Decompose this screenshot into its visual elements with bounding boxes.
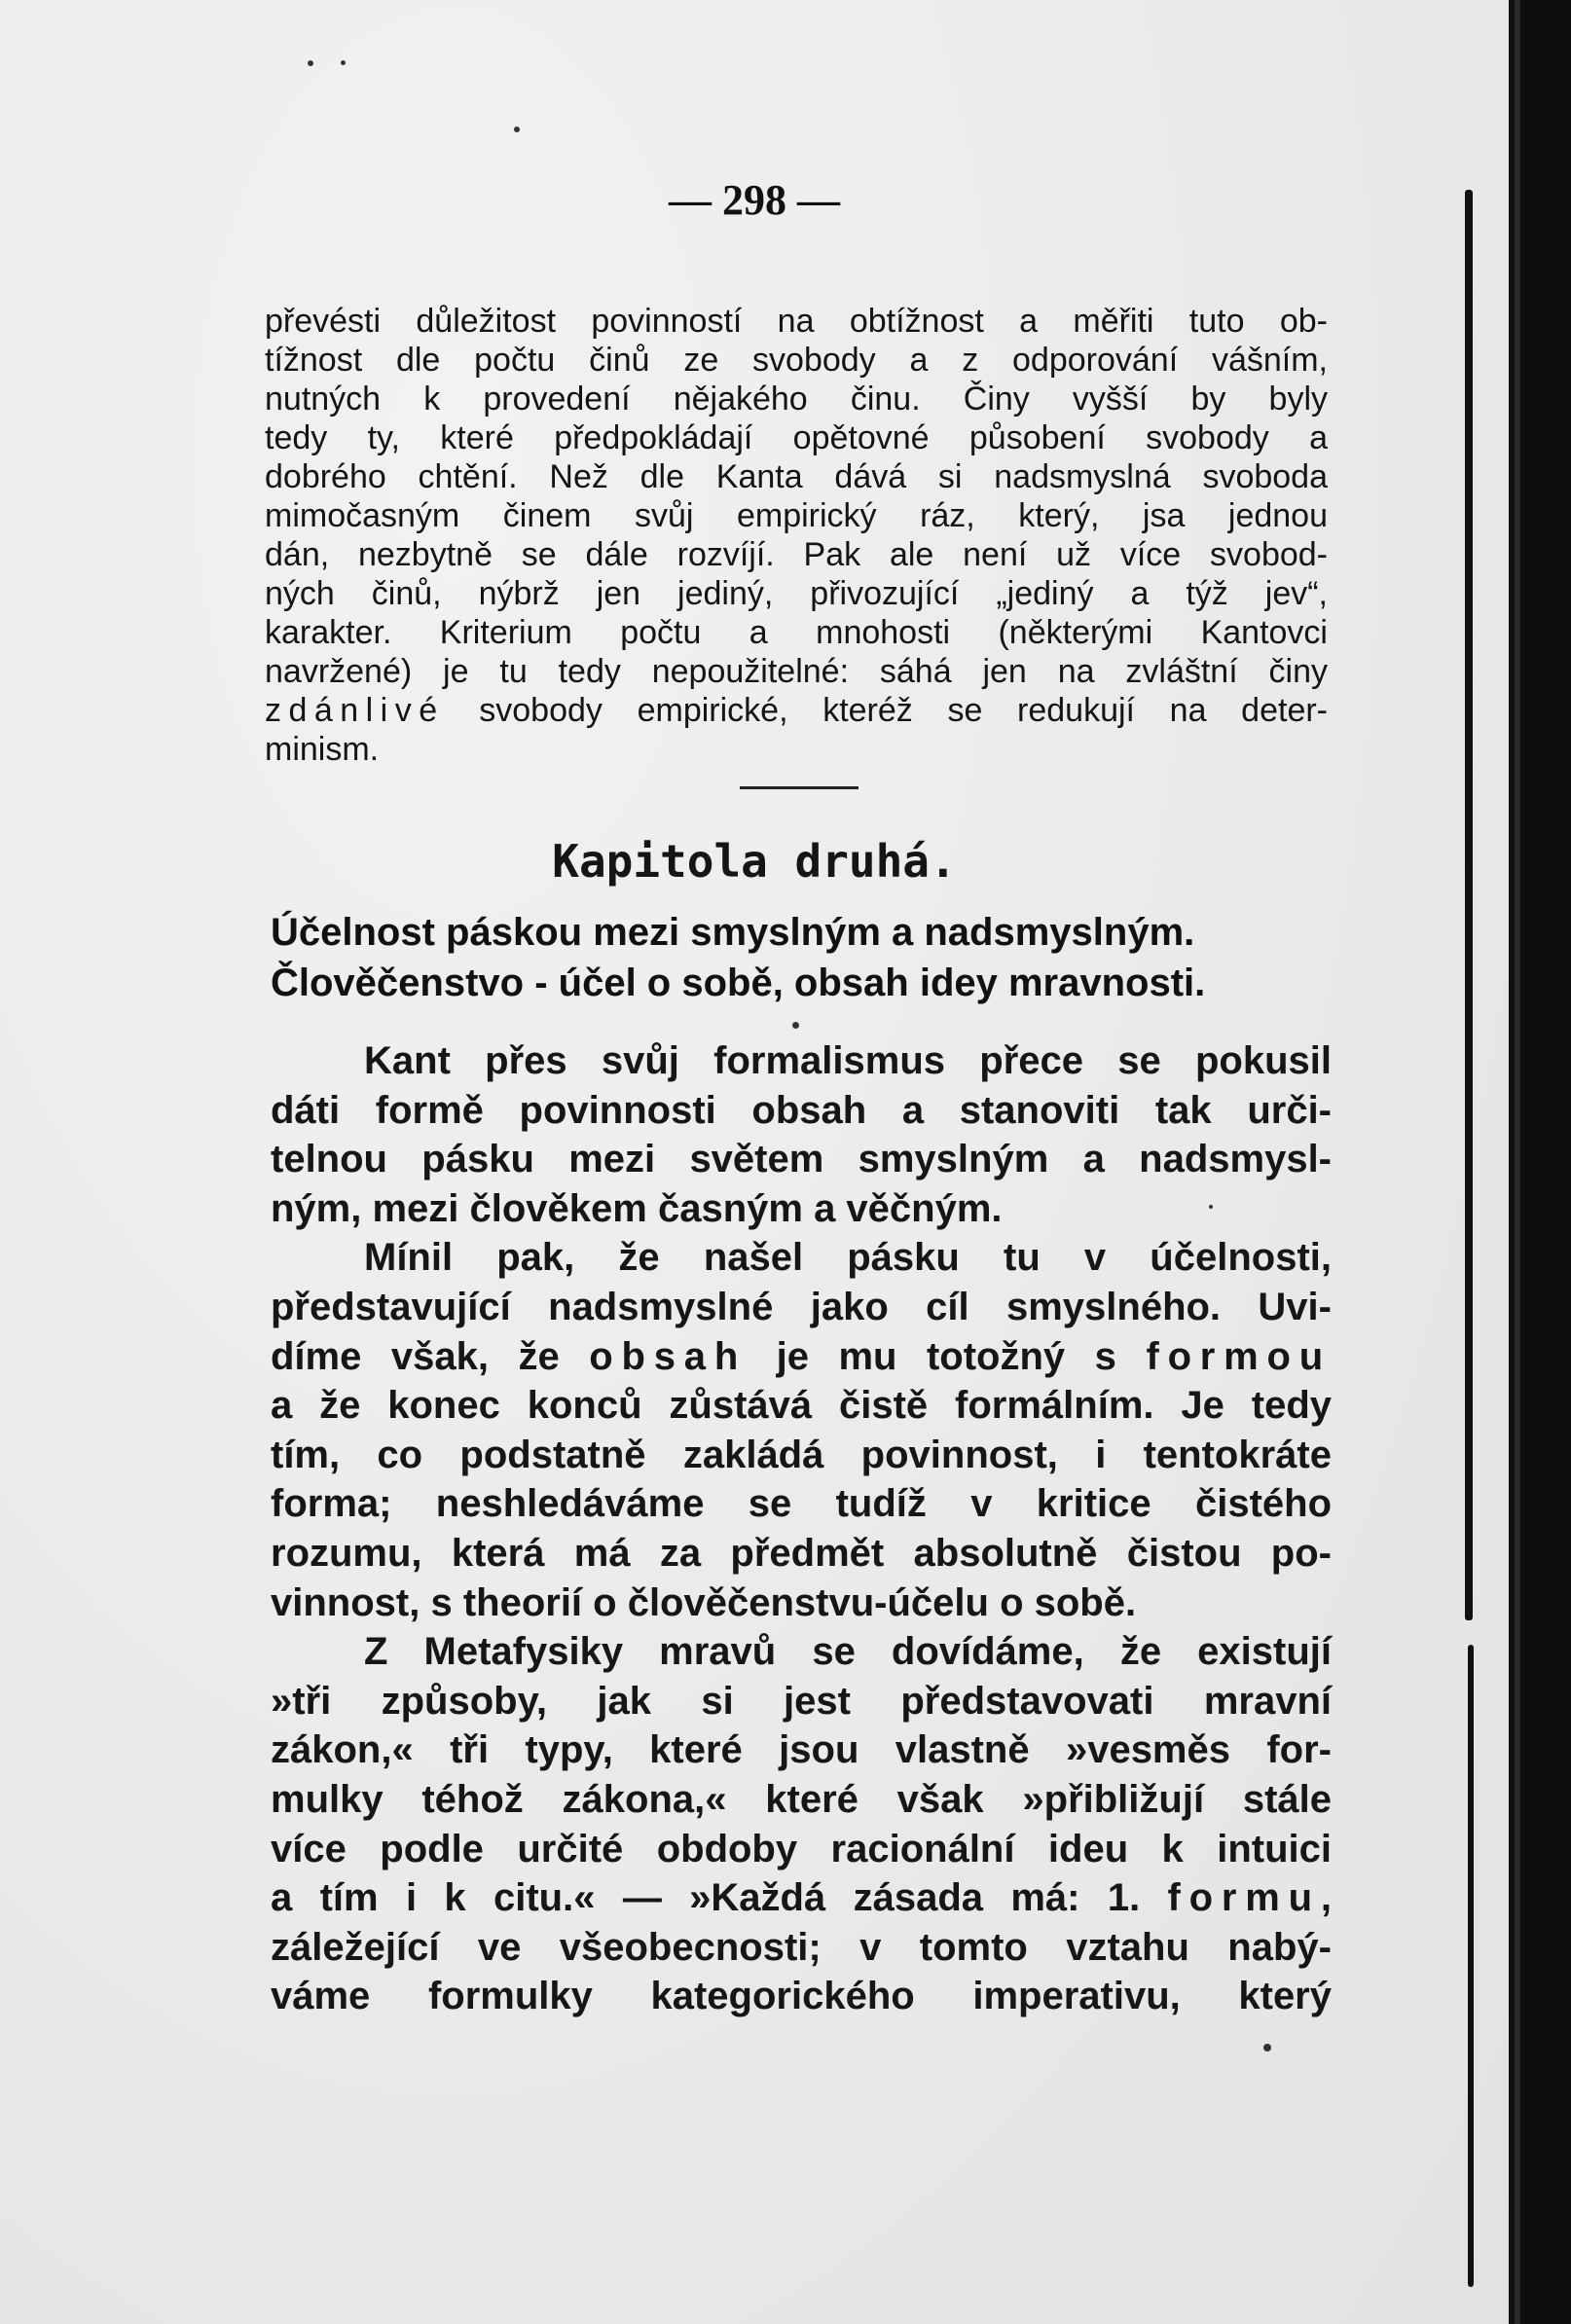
scan-speck: [308, 60, 313, 66]
text-line: váme formulky kategorického imperativu, který: [271, 1975, 1332, 2018]
text-line: dáti formě povinnosti obsah a stanoviti tak urči-: [271, 1088, 1332, 1132]
text-line: »tři způsoby, jak si jest představovati mravní: [271, 1679, 1332, 1723]
chapter-subtitle: Účelnost páskou mezi smyslným a nadsmyslným.: [271, 911, 1195, 954]
scan-speck: [341, 60, 346, 65]
text-line: převésti důležitost povinností na obtížnost a měřiti tuto ob-: [265, 303, 1328, 340]
text-fragment: ,: [1320, 1876, 1332, 1920]
text-line: navržené) je tu tedy nepoužitelné: sáhá jen na zvláštní činy: [265, 653, 1328, 690]
text-line: Kant přes svůj formalismus přece se pokusil: [364, 1039, 1332, 1082]
text-line: více podle určité obdoby racionální ideu k intuici: [271, 1827, 1332, 1870]
spaced-emphasis: formou: [1146, 1334, 1333, 1378]
text-line: tedy ty, které předpokládají opětovné působení svobody a: [265, 419, 1328, 456]
spaced-emphasis: obsah: [589, 1334, 748, 1378]
text-fragment: svobody empirické, kteréž se redukují na deter-: [444, 692, 1328, 729]
text-fragment: díme však, že: [271, 1334, 590, 1378]
section-divider: [740, 786, 859, 789]
binding-shadow: [1468, 1645, 1474, 2287]
main-text: [271, 1036, 1332, 2021]
spaced-emphasis: formu: [1167, 1876, 1321, 1920]
text-line: zákon,« tři typy, které jsou vlastně »vesměs for-: [271, 1728, 1332, 1772]
text-line: rozumu, která má za předmět absolutně čistou po-: [271, 1531, 1332, 1575]
text-line: dán, nezbytně se dále rozvíjí. Pak ale není už více svobod-: [265, 536, 1328, 573]
scan-speck: [1263, 2044, 1271, 2052]
text-line: vinnost, s theorií o člověčenstvu-účelu o sobě.: [271, 1580, 1137, 1624]
text-line: [265, 691, 1328, 730]
text-line: mulky téhož zákona,« které však »přibližují stále: [271, 1777, 1332, 1821]
text-line: a že konec konců zůstává čistě formálním. Je tedy: [271, 1384, 1332, 1428]
text-line: Mínil pak, že našel pásku tu v účelnosti,: [364, 1236, 1332, 1280]
text-line: tím, co podstatně zakládá povinnost, i tentokráte: [271, 1433, 1332, 1476]
page-number: — 298 —: [669, 176, 840, 224]
scan-speck: [792, 1022, 799, 1029]
text-line: ných činů, nýbrž jen jediný, přivozující „jediný a týž jev“,: [265, 575, 1328, 612]
scan-border-line: [1515, 0, 1520, 2324]
text-line: nutných k provedení nějakého činu. Činy vyšší by byly: [265, 381, 1328, 418]
text-fragment: a tím i k citu.« — »Každá zásada má: 1.: [271, 1876, 1168, 1920]
text-line: minism.: [265, 731, 380, 768]
paragraph-1: [265, 302, 1328, 769]
text-line: dobrého chtění. Než dle Kanta dává si nadsmyslná svoboda: [265, 458, 1328, 495]
text-line: telnou pásku mezi světem smyslným a nadsmysl-: [271, 1138, 1332, 1181]
text-line: záležející ve všeobecnosti; v tomto vztahu nabý-: [271, 1925, 1332, 1969]
text-line: karakter. Kriterium počtu a mnohosti (některými Kantovci: [265, 614, 1328, 651]
chapter-subtitle: Člověčenstvo - účel o sobě, obsah idey mravnosti.: [271, 962, 1206, 1004]
text-line: [271, 1873, 1332, 1923]
chapter-title: Kapitola druhá.: [552, 835, 957, 888]
scan-speck: [514, 127, 520, 132]
text-fragment: je mu totožný s: [747, 1334, 1147, 1378]
spaced-emphasis: zdánlivé: [265, 692, 445, 729]
text-line: [271, 1332, 1332, 1382]
binding-shadow: [1465, 190, 1473, 1620]
text-line: forma; neshledáváme se tudíž v kritice čistého: [271, 1482, 1332, 1526]
text-line: mimočasným činem svůj empirický ráz, který, jsa jednou: [265, 497, 1328, 534]
text-line: Z Metafysiky mravů se dovídáme, že existují: [364, 1630, 1332, 1674]
text-line: představující nadsmyslné jako cíl smyslného. Uvi-: [271, 1285, 1332, 1328]
text-line: ným, mezi člověkem časným a věčným.: [271, 1186, 1003, 1230]
text-line: tížnost dle počtu činů ze svobody a z odporování vášním,: [265, 342, 1328, 379]
